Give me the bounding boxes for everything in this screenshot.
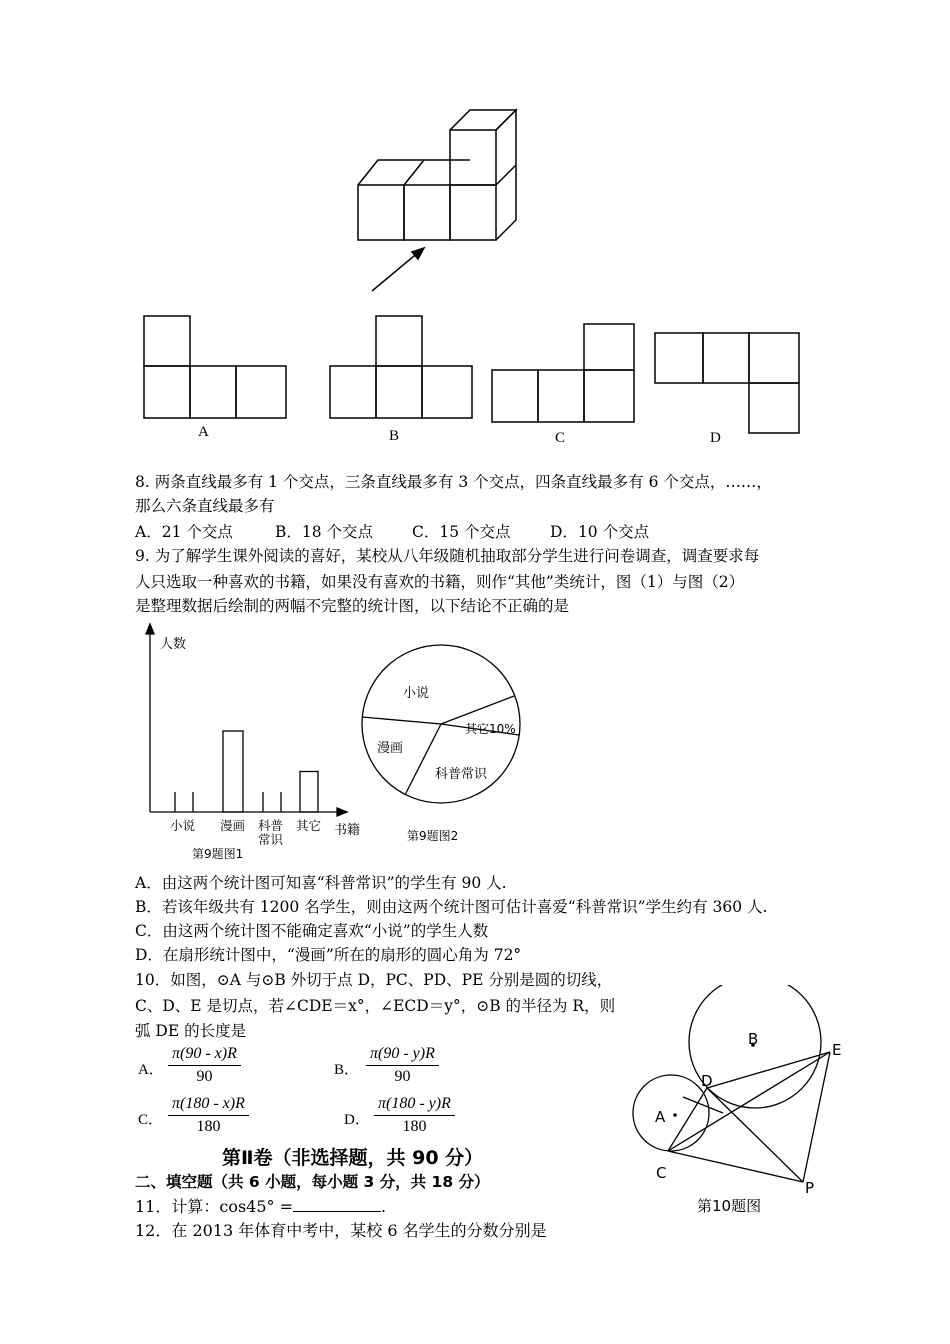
tick-label-comic: 漫画	[220, 818, 246, 833]
q10-figure-caption: 第10题图	[697, 1197, 762, 1215]
q10-option-b-fraction	[366, 1045, 439, 1086]
tick-label-science-1: 科普	[258, 818, 284, 833]
x-axis-label: 书籍	[334, 823, 361, 838]
q7-option-b-figure	[325, 310, 480, 425]
q10-option-c-denominator: 180	[196, 1118, 221, 1135]
circle-a	[633, 1075, 709, 1151]
q8-option-d: D．10 个交点	[550, 523, 650, 541]
q7-option-a-figure	[140, 310, 295, 425]
fill-in-section-heading: 二、填空题（共 6 小题，每小题 3 分，共 18 分）	[135, 1173, 490, 1191]
point-label-e: E	[832, 1041, 842, 1059]
line-pc	[668, 1151, 803, 1182]
pie-label-science: 科普常识	[435, 767, 488, 782]
bar-chart-caption: 第9题图1	[192, 847, 244, 861]
q7-option-a-label: A	[198, 424, 209, 440]
line-pe	[803, 1052, 830, 1182]
q7-option-b-label: B	[389, 428, 400, 444]
q9-option-d: D．在扇形统计图中，“漫画”所在的扇形的圆心角为 72°	[135, 946, 522, 964]
q9-option-a: A．由这两个统计图可知喜“科普常识”的学生有 90 人.	[135, 874, 507, 892]
q7-option-d-figure	[650, 326, 810, 438]
line-ce	[668, 1052, 830, 1151]
point-label-a: A	[655, 1108, 666, 1126]
q10-option-b-denominator: 90	[394, 1068, 411, 1085]
line-aux	[683, 1097, 723, 1113]
q8-option-b: B．18 个交点	[275, 523, 374, 541]
q7-option-c-label: C	[555, 430, 566, 446]
point-label-d: D	[701, 1072, 713, 1090]
q12-question: 12．在 2013 年体育中考中，某校 6 名学生的分数分别是	[135, 1221, 547, 1240]
q8-option-a: A．21 个交点	[135, 523, 233, 541]
tick-label-other: 其它	[296, 818, 322, 833]
pie-label-other: 其它10%	[465, 722, 516, 736]
q10-option-b-numerator: π(90 - y)R	[366, 1045, 439, 1066]
q10-option-c-fraction	[168, 1095, 249, 1136]
y-axis-label: 人数	[160, 637, 187, 652]
line-cd	[668, 1088, 707, 1151]
pie-divider-novel-comic	[362, 717, 441, 724]
q8-question-line1: 8. 两条直线最多有 1 个交点，三条直线最多有 3 个交点，四条直线最多有 6 个交点，……，	[135, 473, 772, 491]
q11-answer-blank[interactable]	[293, 1196, 381, 1212]
q8-question-line2: 那么六条直线最多有	[135, 497, 275, 515]
point-label-b: B	[748, 1030, 759, 1048]
pie-label-comic: 漫画	[377, 741, 404, 756]
q9-pie-chart	[355, 640, 530, 845]
q10-option-a-fraction	[168, 1045, 241, 1086]
q10-question-line2: C、D、E 是切点，若∠CDE＝x°，∠ECD＝y°，⊙B 的半径为 R，则	[135, 997, 616, 1015]
q10-question-line1: 10．如图，⊙A 与⊙B 外切于点 D，PC、PD、PE 分别是圆的切线，	[135, 971, 613, 989]
q10-geometry-figure	[625, 985, 860, 1220]
q10-option-c-key: C．	[138, 1112, 164, 1128]
x-axis-arrow	[337, 808, 347, 816]
q10-option-a-numerator: π(90 - x)R	[168, 1045, 241, 1066]
q10-option-a-key: A．	[138, 1062, 164, 1078]
bar-other	[300, 772, 318, 813]
q9-bar-chart	[130, 620, 375, 865]
q10-option-d-denominator: 180	[402, 1118, 427, 1135]
q7-option-d-label: D	[710, 430, 721, 446]
q7-3d-figure	[350, 105, 530, 300]
q9-question-line1: 9. 为了解学生课外阅读的喜好，某校从八年级随机抽取部分学生进行问卷调查，调查要求每	[135, 547, 760, 565]
center-a-dot	[673, 1113, 677, 1117]
q11-text: 11．计算：cos45° =	[135, 1197, 294, 1216]
q10-option-d-numerator: π(180 - y)R	[374, 1095, 455, 1116]
q9-question-line3: 是整理数据后绘制的两幅不完整的统计图，以下结论不正确的是	[135, 597, 570, 615]
pie-divider-science-comic	[405, 724, 441, 795]
q9-option-b: B．若该年级共有 1200 名学生，则由这两个统计图可估计喜爱“科普常识”学生约有 360 人.	[135, 898, 768, 916]
tick-label-science-2: 常识	[258, 832, 284, 847]
point-label-p: P	[805, 1179, 815, 1197]
q10-option-d-key: D．	[344, 1112, 370, 1128]
q10-question-line3: 弧 DE 的长度是	[135, 1022, 247, 1040]
q9-option-c: C．由这两个统计图不能确定喜欢“小说”的学生人数	[135, 922, 489, 940]
q10-option-b-key: B．	[334, 1062, 360, 1078]
q9-question-line2: 人只选取一种喜欢的书籍，如果没有喜欢的书籍，则作“其他”类统计，图（1）与图（2）	[135, 573, 745, 591]
pie-divider-novel-other	[441, 696, 514, 724]
q8-option-c: C．15 个交点	[412, 523, 511, 541]
q7-option-c-figure	[488, 318, 643, 428]
q11-question	[135, 1196, 386, 1217]
line-pd	[707, 1088, 803, 1182]
part2-title: 第Ⅱ卷（非选择题，共 90 分）	[222, 1147, 484, 1169]
q10-option-d-fraction	[374, 1095, 455, 1136]
tick-label-novel: 小说	[170, 818, 196, 833]
line-de	[707, 1052, 830, 1088]
pie-label-novel: 小说	[403, 686, 430, 701]
q10-option-a-denominator: 90	[196, 1068, 213, 1085]
q11-period: .	[381, 1197, 387, 1216]
y-axis-arrow	[146, 624, 154, 634]
pie-chart-caption: 第9题图2	[407, 829, 459, 843]
point-label-c: C	[656, 1164, 667, 1182]
q10-option-c-numerator: π(180 - x)R	[168, 1095, 249, 1116]
bar-comic	[223, 731, 243, 812]
